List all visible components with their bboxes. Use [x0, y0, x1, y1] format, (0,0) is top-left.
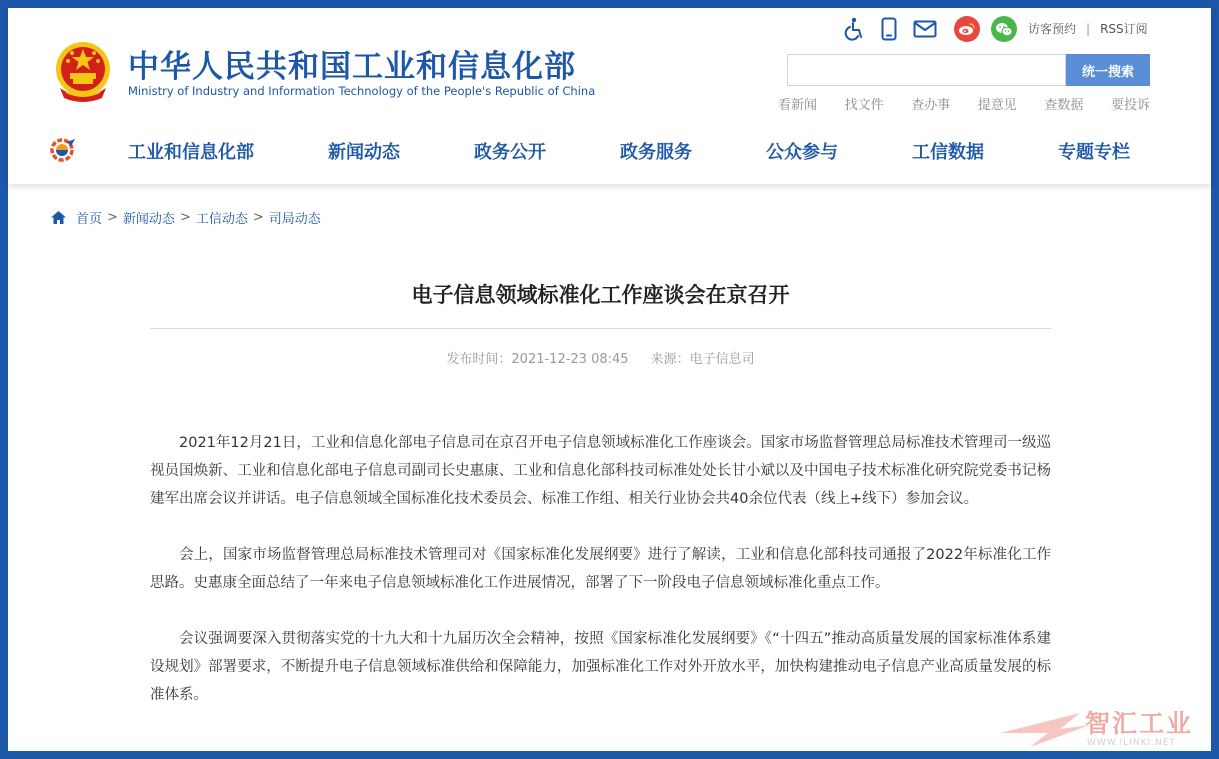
nav-item-miit-data[interactable]: 工信数据: [912, 142, 984, 163]
nav-item-public-participation[interactable]: 公众参与: [766, 142, 838, 163]
nav-item-special-topics[interactable]: 专题专栏: [1058, 142, 1130, 163]
top-links: [1028, 20, 1148, 37]
nav-item-news[interactable]: 新闻动态: [328, 142, 400, 163]
site-header: [8, 8, 1211, 184]
site-name-english[interactable]: Ministry of Industry and Information Technology of the People's Republic of China: [128, 84, 596, 98]
article-paragraph: 会上，国家市场监督管理总局标准技术管理司对《国家标准化发展纲要》进行了解读，工业和信息化部科技司通报了2022年标准化工作思路。史惠康全面总结了一年来电子信息领域标准化工作进展情况，部署了下一阶段电子信息领域标准化重点工作。: [150, 547, 1051, 591]
nav-item-government-services[interactable]: 政务服务: [620, 142, 692, 163]
watermark-text: 智汇工业: [1085, 709, 1194, 738]
source-label: 来源：: [650, 352, 690, 367]
breadcrumb-separator: >: [252, 210, 264, 225]
ministry-logo-icon[interactable]: [48, 136, 78, 164]
quick-link-files[interactable]: 找文件: [844, 98, 884, 113]
nav-item-government-affairs[interactable]: 政务公开: [474, 142, 546, 163]
national-emblem-icon: [52, 40, 114, 104]
nav-item-ministry[interactable]: 工业和信息化部: [128, 142, 254, 163]
breadcrumb-department-news[interactable]: 司局动态: [268, 212, 321, 227]
unified-search-button[interactable]: 统一搜索: [1066, 54, 1150, 86]
publish-time-label: 发布时间：: [446, 352, 512, 367]
article-paragraph: 2021年12月21日，工业和信息化部电子信息司在京召开电子信息领域标准化工作座谈会。国家市场监督管理总局标准技术管理司一级巡视员国焕新、工业和信息化部电子信息司副司长史惠康、工业和信息化部科技司标准处处长甘小斌以及中国电子技术标准化研究院党委书记杨建军出席会议并讲话。电子信息领域全国标准化技术委员会、标准工作组、相关行业协会共40余位代表（线上+线下）参加会议。: [150, 435, 1051, 507]
article-title: 电子信息领域标准化工作座谈会在京召开: [411, 283, 790, 307]
article-paragraph: 会议强调要深入贯彻落实党的十九大和十九届历次全会精神，按照《国家标准化发展纲要》《“十四五”推动高质量发展的国家标准体系建设规划》部署要求，不断提升电子信息领域标准供给和保障能力，加强标准化工作对外开放水平，加快构建推动电子信息产业高质量发展的标准体系。: [150, 631, 1051, 703]
mail-icon[interactable]: [911, 16, 939, 42]
visitor-appointment-link[interactable]: 访客预约: [1028, 22, 1077, 36]
quick-link-data[interactable]: 查数据: [1044, 98, 1084, 113]
home-icon[interactable]: [50, 210, 67, 225]
quick-link-services[interactable]: 查办事: [911, 98, 951, 113]
article-source: 电子信息司: [689, 352, 755, 367]
breadcrumb-news[interactable]: 新闻动态: [122, 212, 175, 227]
breadcrumb-separator: >: [179, 210, 191, 225]
quick-link-feedback[interactable]: 提意见: [977, 98, 1017, 113]
quick-link-news[interactable]: 看新闻: [778, 98, 818, 113]
breadcrumb: [50, 208, 321, 227]
breadcrumb-miit-news[interactable]: 工信动态: [195, 212, 248, 227]
title-divider: [150, 328, 1051, 329]
breadcrumb-home[interactable]: 首页: [76, 212, 103, 227]
article-body: [150, 429, 1051, 737]
quick-link-complaint[interactable]: 要投诉: [1110, 98, 1150, 113]
publish-time: 2021-12-23 08:45: [511, 352, 629, 367]
wechat-icon[interactable]: [991, 16, 1017, 42]
weibo-icon[interactable]: [954, 16, 980, 42]
top-links-separator: |: [1086, 22, 1091, 36]
watermark-url: WWW.ILINKI.NET: [1087, 738, 1176, 748]
accessibility-icon[interactable]: [842, 16, 866, 42]
quick-links: [778, 94, 1150, 113]
mobile-icon[interactable]: [879, 16, 899, 42]
search-input[interactable]: [787, 54, 1066, 86]
rss-link[interactable]: RSS订阅: [1100, 22, 1148, 36]
article-meta: [150, 348, 1051, 367]
site-name[interactable]: 中华人民共和国工业和信息化部: [128, 49, 576, 85]
breadcrumb-separator: >: [107, 210, 118, 225]
